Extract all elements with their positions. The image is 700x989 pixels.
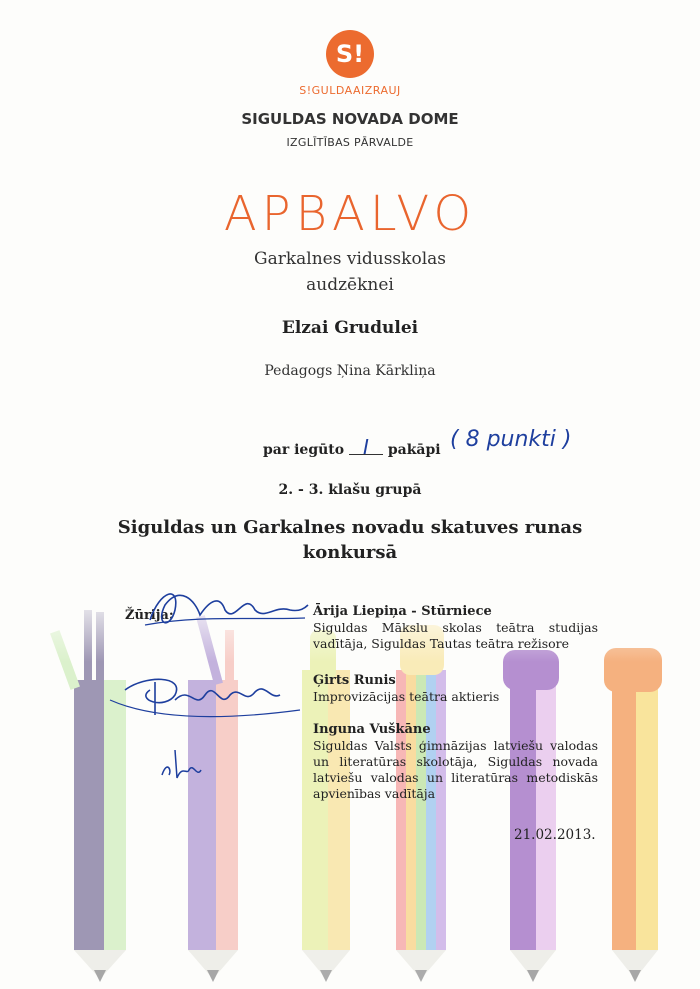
organization-name: SIGULDAS NOVADA DOME <box>241 110 459 128</box>
recipient-name: Elzai Grudulei <box>281 318 419 338</box>
jury-member-name: Ārija Liepiņa - Stūrniece <box>313 604 492 619</box>
contest-line: Siguldas un Garkalnes novadu skatuves runas <box>117 517 583 538</box>
contest-name <box>0 515 700 565</box>
jury-member-role: Siguldas Mākslu skolas teātra studijas vadītāja, Siguldas Tautas teātra režisore <box>313 620 598 651</box>
signature-1 <box>140 580 310 640</box>
signature-3 <box>157 740 207 785</box>
jury-member-role: Siguldas Valsts ģimnāzijas latviešu valodas un literatūras skolotāja, Siguldas novada latviešu valodas un literatūras metodiskās apvienības vadītāja <box>313 738 598 801</box>
jury-member <box>313 722 598 802</box>
jury-member <box>313 673 598 705</box>
jury-member-name: Inguna Vuškāne <box>313 722 431 737</box>
jury-member-name: Ģirts Runis <box>313 673 396 688</box>
place-prefix: par iegūto <box>263 442 345 458</box>
place-value: I <box>349 440 383 455</box>
school-line: audzēknei <box>306 275 394 295</box>
place-suffix: pakāpi <box>387 442 441 458</box>
jury-label: Žūrija: <box>125 608 174 623</box>
logo-wordmark: S!GULDAAIZRAUJ <box>299 84 401 97</box>
school-line: Garkalnes vidusskolas <box>253 249 446 269</box>
logo-mark: S! <box>326 30 374 78</box>
issue-date: 21.02.2013. <box>514 827 596 843</box>
group-text: 2. - 3. klašu grupā <box>278 482 422 498</box>
department-name: IZGLĪTĪBAS PĀRVALDE <box>286 136 414 149</box>
jury-member-role: Improvizācijas teātra aktieris <box>313 689 500 704</box>
certificate-title: APBALVO <box>223 186 477 242</box>
school-text <box>0 246 700 298</box>
signature-2 <box>105 670 305 725</box>
teacher-name: Pedagogs Ņina Kārkliņa <box>264 363 436 379</box>
points-note: ( 8 punkti ) <box>450 427 572 452</box>
place-line <box>263 435 441 459</box>
contest-line: konkursā <box>302 542 398 563</box>
jury-member <box>313 604 598 652</box>
